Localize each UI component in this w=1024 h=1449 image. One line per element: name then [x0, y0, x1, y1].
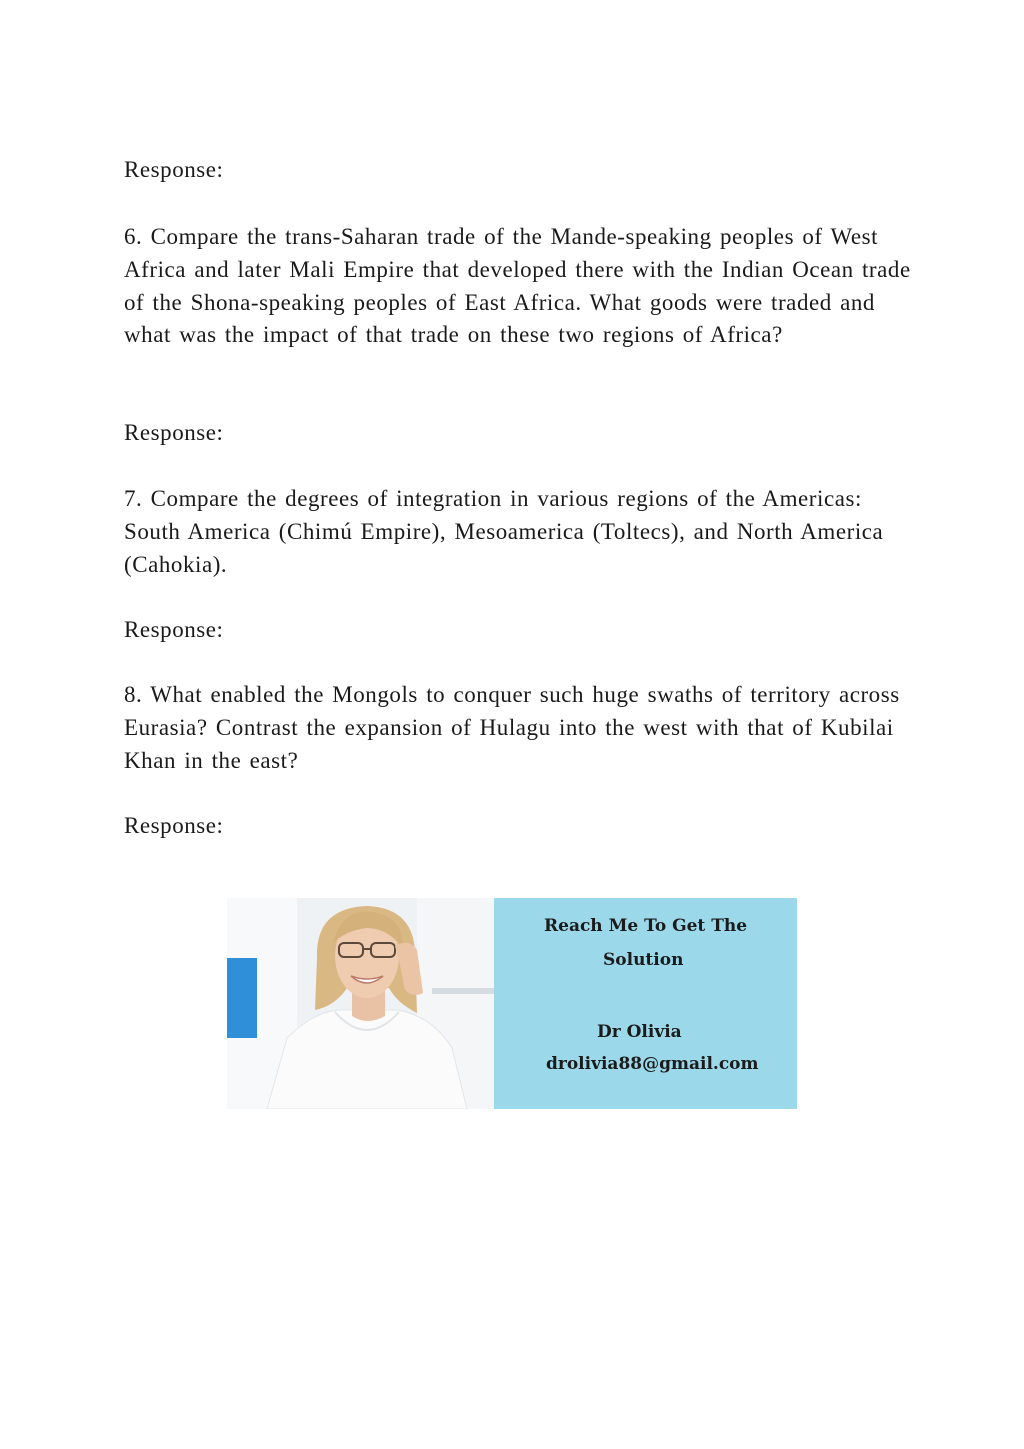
question-6: 6. Compare the trans-Saharan trade of the Mande-speaking peoples of West Africa and later Mali Empire that developed there with the Indian Ocean trade of the Shona-speaking peoples of East Africa. What goods were traded and what was the impact of that trade on these two regions of Africa? — [124, 224, 911, 348]
contact-banner — [227, 898, 797, 1109]
woman-with-glasses-photo-icon — [227, 898, 494, 1109]
response-label: Response: — [124, 813, 224, 838]
question-7: 7. Compare the degrees of integration in various regions of the Americas: South America (Chimú Empire), Mesoamerica (Toltecs), and North America (Cahokia). — [124, 486, 884, 577]
response-label: Response: — [124, 157, 224, 182]
contact-card — [494, 898, 797, 1109]
contact-email[interactable]: drolivia88@gmail.com — [546, 1054, 759, 1074]
contact-name: Dr Olivia — [597, 1022, 682, 1042]
question-8: 8. What enabled the Mongols to conquer such huge swaths of territory across Eurasia? Contrast the expansion of Hulagu into the west with that of Kubilai Khan in the east? — [124, 682, 900, 773]
banner-headline-2: Solution — [603, 950, 684, 970]
response-label: Response: — [124, 420, 224, 445]
response-label: Response: — [124, 617, 224, 642]
banner-headline: Reach Me To Get The — [544, 916, 748, 936]
